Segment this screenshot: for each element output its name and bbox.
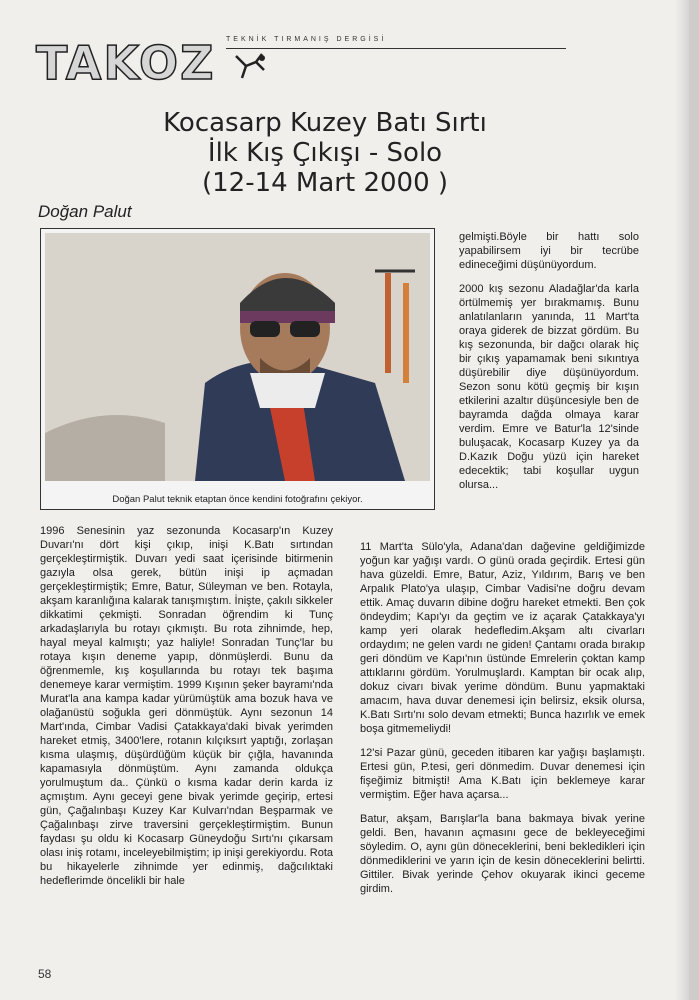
magazine-logo: TAKOZ <box>36 36 216 90</box>
photo-caption: Doğan Palut teknik etaptan önce kendini fotoğrafını çekiyor. <box>112 494 363 505</box>
paragraph: gelmişti.Böyle bir hattı solo yapabilirsem iyi bir tecrübe edineceğimi düşünüyordum. <box>459 231 639 271</box>
article-title <box>140 108 510 198</box>
photo-illustration <box>45 233 430 481</box>
paragraph: 2000 kış sezonu Aladağlar'da karla örtülmemiş yer bırakmamış. Bunu anlatılanların yanında, 11 Mart'ta oraya giderek de bizzat gördüm. Bu kış sezonunda, bir dağcı olarak hiç bir çıkış yapamamak beni sıkıntıya düşürebilir diye düşünüyordum. Sezon sonu kötü geçmiş bir kışın etkilerini azaltır düşüncesiyle ben de bayramda dağda olmaya karar verdim. Emre ve Batur'la 12'sinde buluşacak, Kocasarp Kuzey ya da D.Kazık Doğu yüzü için hareket edecektik; tabi koşullar uygun olursa... <box>459 283 639 491</box>
photo-frame <box>40 228 435 510</box>
paragraph: Batur, akşam, Barışlar'la bana bakmaya bivak yerine geldi. Ben, havanın açmasını gece de bekleyeceğimi söyledim. O, aynı gün döneceklerini, beni bekledikleri için dönmediklerini ve yarın için de kesin döneceklerini belirtti. Gittiler. Bivak yerinde Çehov okuyarak ikinci geceme girdim. <box>360 813 645 895</box>
page-edge <box>689 0 699 1000</box>
title-line-1: Kocasarp Kuzey Batı Sırtı <box>163 108 487 138</box>
article-column-right-top <box>459 230 639 502</box>
title-line-2: İlk Kış Çıkışı - Solo <box>207 138 443 168</box>
climber-icon <box>232 52 276 82</box>
article-column-left <box>40 524 333 898</box>
climber-selfie-photo <box>45 233 430 481</box>
title-line-3: (12-14 Mart 2000 ) <box>201 168 449 198</box>
article-column-right <box>360 540 645 906</box>
magazine-subtitle: TEKNİK TIRMANIŞ DERGİSİ <box>226 36 387 43</box>
paragraph: 11 Mart'ta Sülo'yla, Adana'dan dağevine geldiğimizde yoğun kar yağışı vardı. O günü orada geçirdik. Ertesi gün hava güzeldi. Emre, Batur, Aziz, Yıldırım, Barış ve ben Arpalık Plato'ya ulaşıp, Cimbar Vadisi'ne doğru devam ettik. Amaç duvarın dibine doğru hareket etmekti. Ben çok öndeydim; Kapı'yı da geçtim ve iz açarak Çatakkaya'yı kamp yeri olarak hedefledim.Akşam altı civarları ordaydım; ne gelen vardı ne giden! Çantamı orada bırakıp geri döndüm ve Kapı'nın üstünde Emrelerin çoktan kamp attıklarını gördüm. Yorulmuşlardı. Kamptan bir ocak alıp, dokuz civarı bivak yerime döndüm. Bunu yapmaktaki amacım, hava duvar denemesi için belirsiz, eksik olursa, K.Batı Sırtı'nı solo devam etmekti; Bunca hazırlık ve emek boşa gitmemeliydi! <box>360 541 645 735</box>
paragraph: 12'si Pazar günü, geceden itibaren kar yağışı başlamıştı. Ertesi gün, P.tesi, geri dönmedim. Duvar denemesi için fişeğimiz bitmişti! Ama K.Batı için beklemeye karar vermiştim. Eğer hava açarsa... <box>360 747 645 801</box>
header-rule <box>226 48 566 49</box>
page-number: 58 <box>38 967 52 981</box>
paragraph: 1996 Senesinin yaz sezonunda Kocasarp'ın Kuzey Duvarı'nı dört kişi çıkıp, inişi K.Batı sırtından gerçekleştirmiştik. Duvarı yedi saat içerisinde bitirmenin gazıyla olsa gerek, bütün inişi ip açmadan gerçekleştirmiştik; Emre, Batur, Süleyman ve ben. Rotayla, akşam karanlığına kalarak tanışmıştım. İnişte, çakılı sikkeler dikkatimi çekmişti. Sonradan öğrendim ki Tunç arkadaşlarıyla bu rotayı çıkmıştı. Bu rota zihnimde, hep, hayal meyal kalmıştı; yaz haliyle! Sonradan Tunç'lar bu rotaya kışın deneme yapıp, dönmüşlerdi. Bunu da öğrenmemle, kış koşullarında bu rotayı tek başıma denemeye karar vermiştim. 1999 Kışının şeker bayramı'nda Murat'la ana kampa kadar yürümüştük ama bozuk hava ve olağanüstü soğukla geri dönmüştük. Aynı sezonun 14 Mart'ında, Cimbar Vadisi Çatakkaya'daki bivak yerimden hareket etmiş, 3400'lere, rotanın kılçıksırt yaptığı, zorlaşan kısma ulaşmış, düşürdüğüm küçük bir çığla, havanında kapamasıyla dönmüştüm. Aynı zamanda oldukça yorulmuştum da.. Çünkü o kısma kadar derin karda iz açmıştım. Aynı geceyi gene bivak yerimde geçirip, ertesi gün, Çağalınbaşı Kuzey Kar Kulvarı'ndan Beşparmak ve Çağalınbaşı zirve traversini gerçekleştirmiştim. Bunun faydası şu oldu ki Kocasarp Güneydoğu Sırtı'nı çıkarsam olası iniş rotamı, inceleyebilmiştim; ip inişi gerekiyordu. Rota bu hikayelerle zihnimde yer edinmiş, dağcılıktaki hedeflerimde öncelikli bir hale <box>40 525 333 887</box>
author-name: Doğan Palut <box>38 202 132 221</box>
